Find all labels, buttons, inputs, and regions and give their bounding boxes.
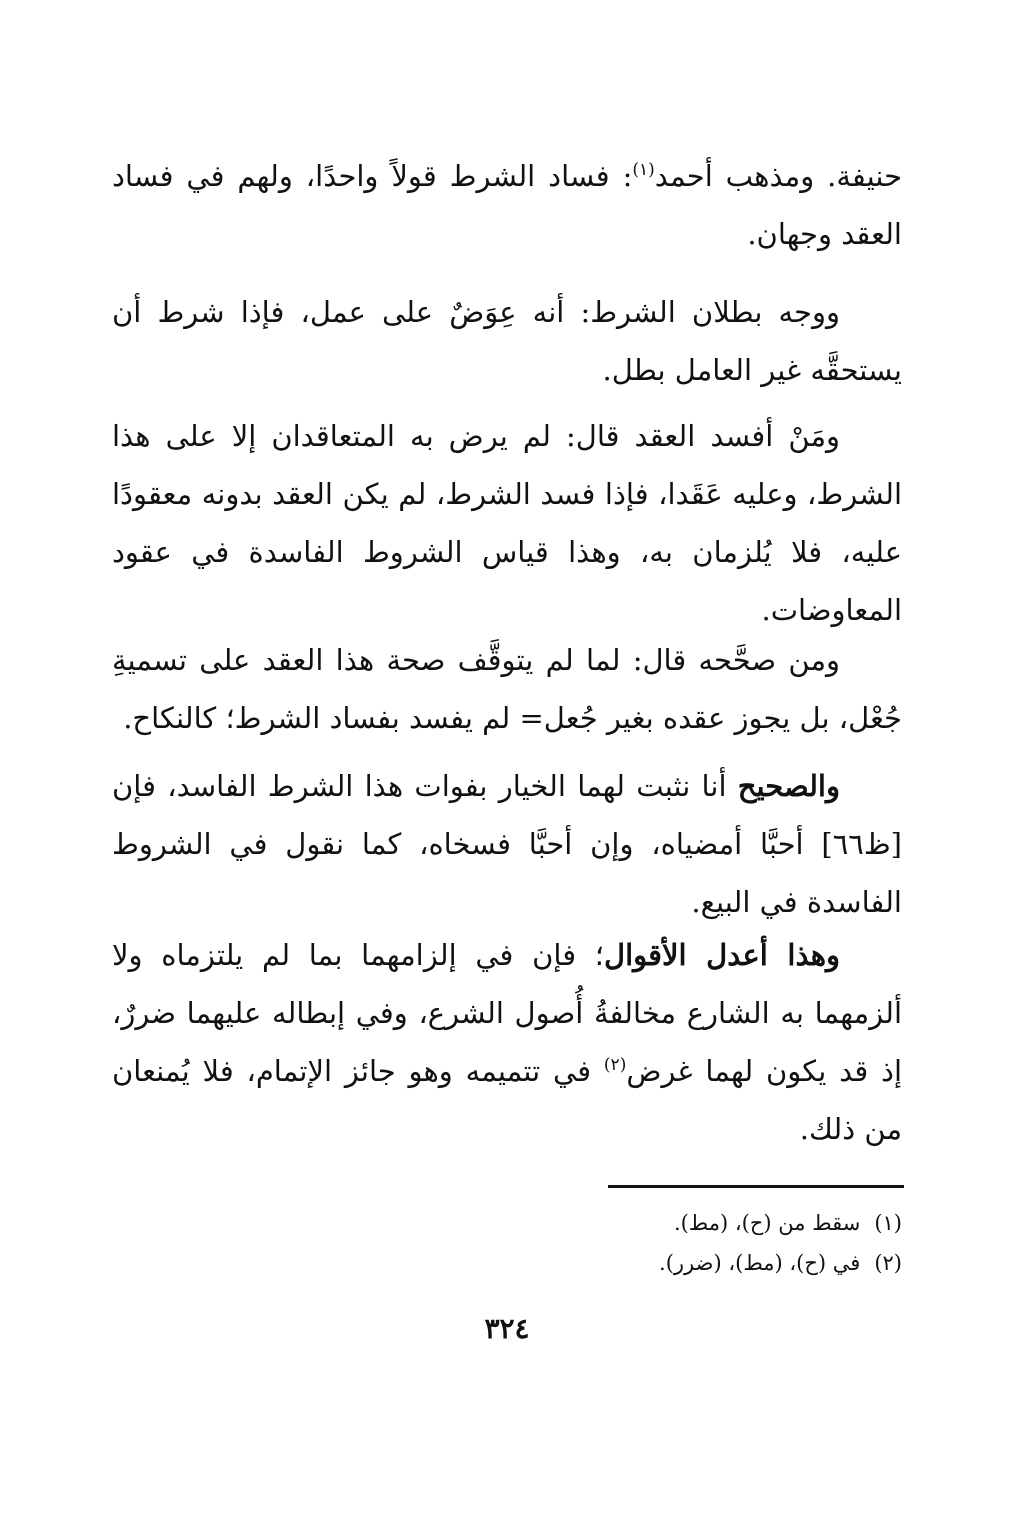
page-number: ٣٢٤ [484,1312,530,1345]
paragraph-4-text: ومن صحَّحه قال: لما لم يتوقَّف صحة هذا العقد على تسميةِ جُعْل، بل يجوز عقده بغير جُعل= لم يفسد بفساد الشرط؛ كالنكاح. [112,643,902,735]
paragraph-3 [112,407,902,639]
paragraph-5 [112,757,902,931]
paragraph-6-text-b: في تتميمه وهو جائز الإتمام، فلا يُمنعان من ذلك. [112,1054,902,1146]
footnote-divider [608,1185,904,1188]
paragraph-5-lead: والصحيح [737,769,840,803]
footnote-ref-2: (٢) [603,1055,627,1075]
footnote-2-number: (٢) [874,1251,902,1275]
footnote-1-text: سقط من (ح)، (مط). [673,1211,861,1235]
paragraph-6-text-a: ؛ فإن في إلزامهما بما لم يلتزماه ولا ألزمهما به الشارع مخالفةُ أُصول الشرع، وفي إبطاله عليهما ضررٌ، إذ قد يكون لهما غرض [112,938,903,1088]
footnotes [112,1203,902,1283]
paragraph-6 [112,926,902,1158]
paragraph-4 [112,631,902,747]
paragraph-1-text-a: حنيفة. ومذهب أحمد [654,159,902,193]
footnote-1 [112,1203,902,1243]
footnote-1-number: (١) [874,1211,902,1235]
paragraph-6-lead: وهذا أعدل الأقوال [604,938,840,972]
paragraph-1-text-b: : فساد الشرط قولاً واحدًا، ولهم في فساد العقد وجهان. [112,159,902,251]
paragraph-2 [112,283,902,399]
footnote-2 [112,1243,902,1283]
paragraph-1 [112,147,902,263]
paragraph-5-text: أنا نثبت لهما الخيار بفوات هذا الشرط الفاسد، فإن [ظ٦٦] أحبَّا أمضياه، وإن أحبَّا فسخاه، كما نقول في الشروط الفاسدة في البيع. [112,769,902,919]
footnote-2-text: في (ح)، (مط)، (ضرر). [659,1251,861,1275]
paragraph-2-text: ووجه بطلان الشرط: أنه عِوَضٌ على عمل، فإذا شرط أن يستحقَّه غير العامل بطل. [112,295,902,387]
footnote-ref-1: (١) [632,160,655,180]
paragraph-3-text: ومَنْ أفسد العقد قال: لم يرض به المتعاقدان إلا على هذا الشرط، وعليه عَقَدا، فإذا فسد الشرط، لم يكن العقد بدونه معقودًا عليه، فلا يُلزمان به، وهذا قياس الشروط الفاسدة في عقود المعاوضات. [112,419,902,627]
